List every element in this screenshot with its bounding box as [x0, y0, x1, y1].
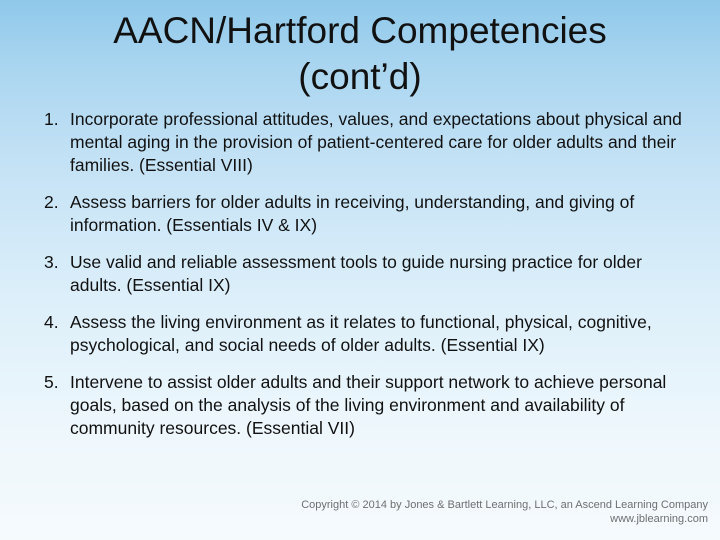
list-item	[44, 108, 684, 177]
slide-title-line-2: (cont’d)	[298, 56, 422, 97]
list-item-number: 5.	[44, 372, 59, 392]
slide-title	[40, 8, 680, 100]
copyright-text: Copyright © 2014 by Jones & Bartlett Learning, LLC, an Ascend Learning Company	[301, 499, 708, 511]
list-item-text: Incorporate professional attitudes, values, and expectations about physical and mental aging in the provision of patient-centered care for older adults and their families. (Essential VIII)	[70, 109, 682, 175]
list-item	[44, 191, 684, 237]
website-text: www.jblearning.com	[610, 513, 708, 525]
competency-list	[44, 108, 684, 454]
list-item-number: 3.	[44, 252, 59, 272]
list-item	[44, 251, 684, 297]
list-item-number: 2.	[44, 192, 59, 212]
list-item-text: Assess the living environment as it relates to functional, physical, cognitive, psychological, and social needs of older adults. (Essential IX)	[70, 312, 652, 355]
list-item-number: 1.	[44, 109, 59, 129]
list-item	[44, 371, 684, 440]
list-item	[44, 311, 684, 357]
list-item-text: Intervene to assist older adults and their support network to achieve personal goals, based on the analysis of the living environment and availability of community resources. (Essential VII)	[70, 372, 667, 438]
copyright-footer	[301, 498, 708, 526]
slide-title-line-1: AACN/Hartford Competencies	[113, 10, 607, 51]
list-item-text: Use valid and reliable assessment tools to guide nursing practice for older adults. (Essential IX)	[70, 252, 642, 295]
list-item-number: 4.	[44, 312, 59, 332]
list-item-text: Assess barriers for older adults in receiving, understanding, and giving of information. (Essentials IV & IX)	[70, 192, 635, 235]
